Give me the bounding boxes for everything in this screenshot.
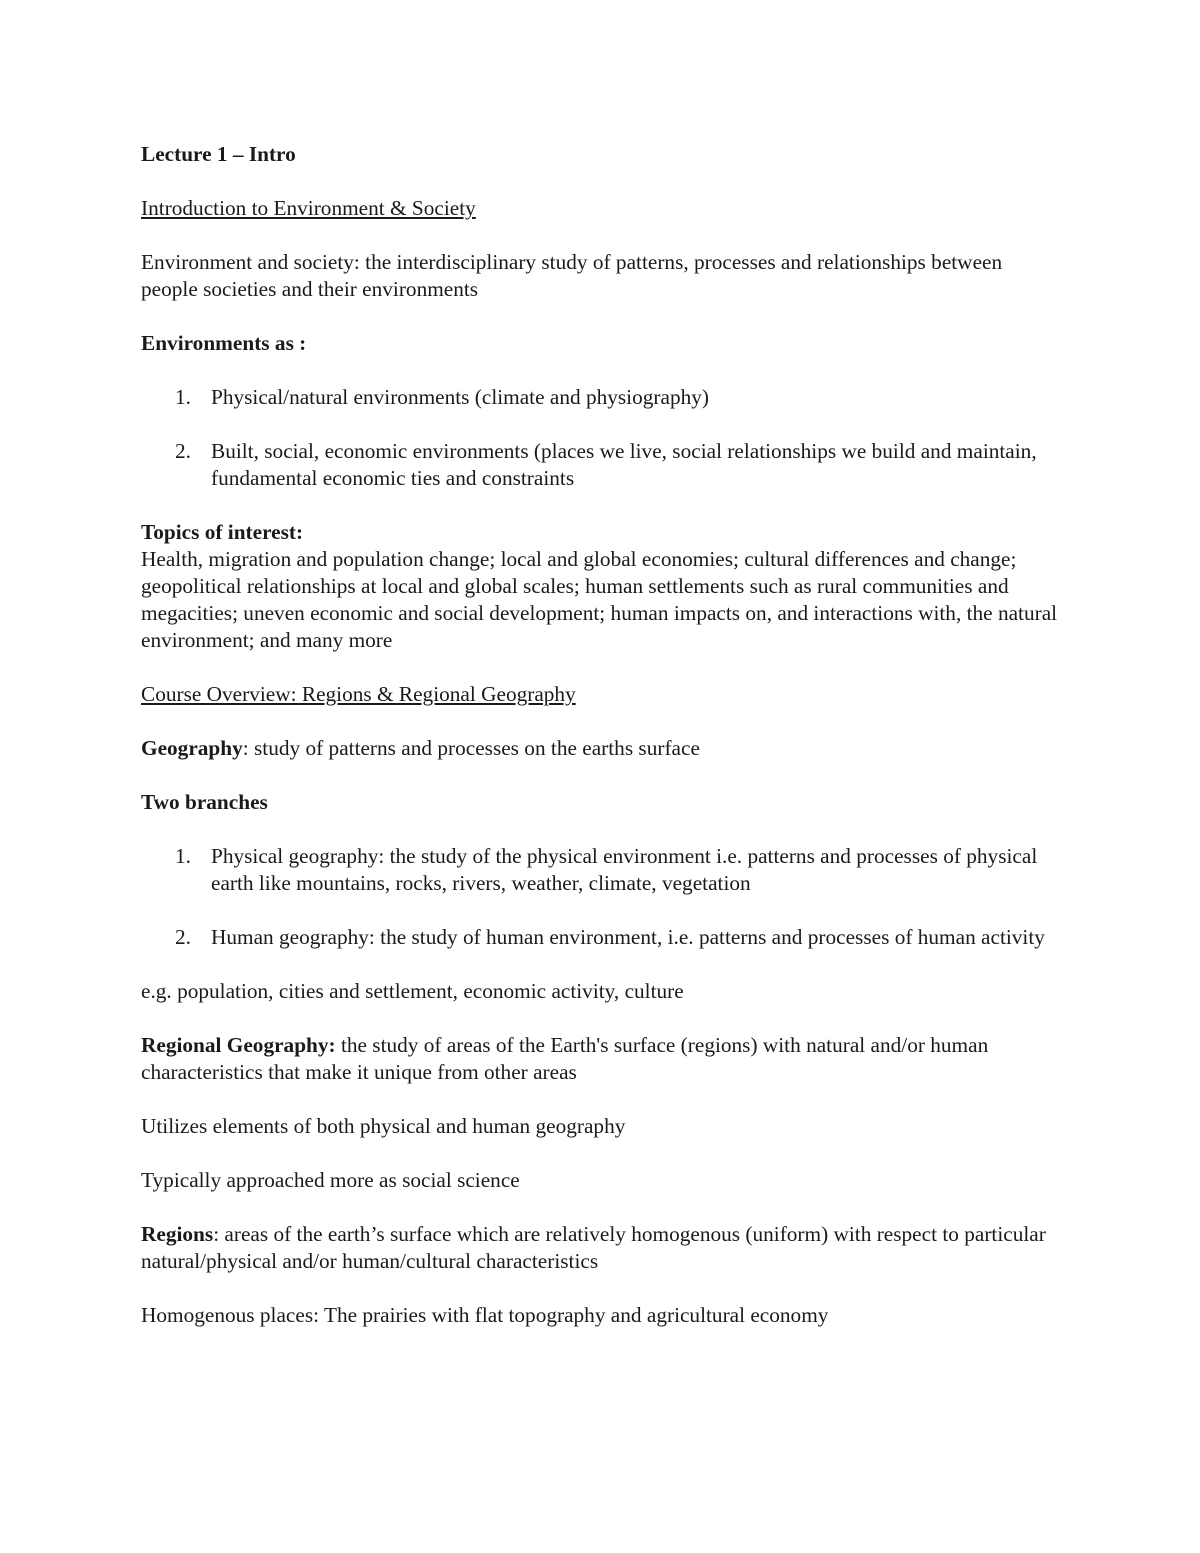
regional-geography-definition <box>141 1032 1061 1086</box>
regions-def-text: : areas of the earth’s surface which are relatively homogenous (uniform) with respect to particular natural/physical and/or human/cultural characteristics <box>141 1222 1046 1273</box>
document-page <box>141 141 1061 1356</box>
list-item <box>141 438 1061 492</box>
list-number: 1. <box>175 844 191 868</box>
list-item-text: Built, social, economic environments (places we live, social relationships we build and maintain, fundamental economic ties and constraints <box>211 439 1037 490</box>
list-item <box>141 384 1061 411</box>
topics-heading: Topics of interest: <box>141 520 304 544</box>
regions-term: Regions <box>141 1222 214 1246</box>
examples-text: e.g. population, cities and settlement, economic activity, culture <box>141 979 684 1003</box>
list-number: 2. <box>175 925 191 949</box>
list-item <box>141 924 1061 951</box>
list-item-text: Human geography: the study of human environment, i.e. patterns and processes of human activity <box>211 925 1045 949</box>
env-society-definition: Environment and society: the interdisciplinary study of patterns, processes and relationships between people societies and their environments <box>141 250 1003 301</box>
topics-text: Health, migration and population change; local and global economies; cultural differences and change; geopolitical relationships at local and global scales; human settlements such as rural communities and megacities; uneven economic and social development; human impacts on, and interactions with, the natural environment; and many more <box>141 547 1058 652</box>
section-heading-intro: Introduction to Environment & Society <box>141 196 476 220</box>
regions-definition <box>141 1221 1061 1275</box>
section-heading-course-overview: Course Overview: Regions & Regional Geography <box>141 682 576 706</box>
geography-term: Geography <box>141 736 243 760</box>
geography-definition <box>141 735 1061 762</box>
branches-list <box>141 843 1061 951</box>
environments-list <box>141 384 1061 492</box>
list-item <box>141 843 1061 897</box>
homogenous-places-text: Homogenous places: The prairies with flat topography and agricultural economy <box>141 1303 829 1327</box>
list-item-text: Physical geography: the study of the physical environment i.e. patterns and processes of physical earth like mountains, rocks, rivers, weather, climate, vegetation <box>211 844 1038 895</box>
list-item-text: Physical/natural environments (climate and physiography) <box>211 385 709 409</box>
regional-geography-term: Regional Geography: <box>141 1033 336 1057</box>
lecture-title: Lecture 1 – Intro <box>141 142 296 166</box>
regional-geography-def-text: the study of areas of the Earth's surface (regions) with natural and/or human characteristics that make it unique from other areas <box>141 1033 989 1084</box>
geography-def-text: : study of patterns and processes on the earths surface <box>242 736 700 760</box>
typically-text: Typically approached more as social science <box>141 1168 520 1192</box>
utilizes-text: Utilizes elements of both physical and human geography <box>141 1114 626 1138</box>
environments-heading: Environments as : <box>141 331 307 355</box>
list-number: 2. <box>175 439 191 463</box>
branches-heading: Two branches <box>141 790 268 814</box>
list-number: 1. <box>175 385 191 409</box>
